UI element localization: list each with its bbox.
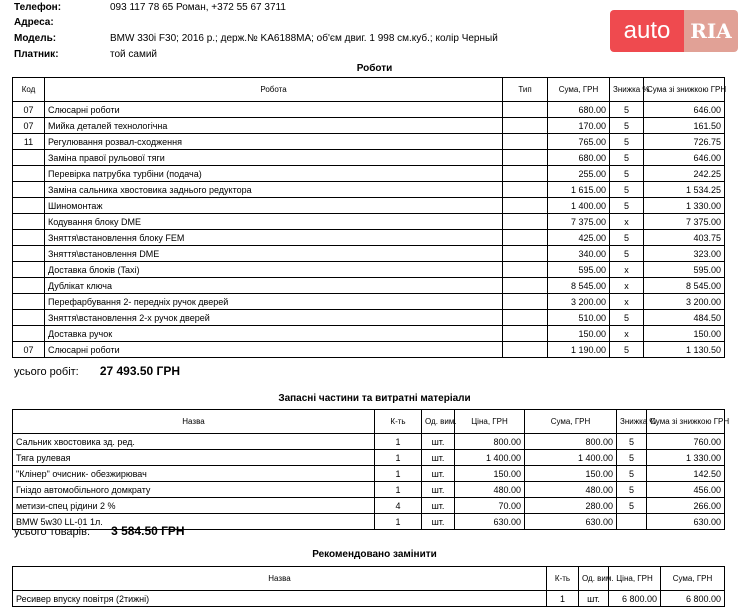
recommended-body xyxy=(13,591,725,607)
work-code-cell xyxy=(13,294,45,310)
recommended-table xyxy=(12,566,725,607)
parts-body xyxy=(13,434,725,530)
work-code-cell xyxy=(13,166,45,182)
part-price-cell: 1 400.00 xyxy=(455,450,525,466)
work-type-cell xyxy=(503,182,548,198)
work-type-cell xyxy=(503,342,548,358)
work-total-cell: 726.75 xyxy=(644,134,725,150)
part-name-cell: метизи-спец рідини 2 % xyxy=(13,498,375,514)
table-row xyxy=(13,342,725,358)
work-type-cell xyxy=(503,230,548,246)
part-unit-cell: шт. xyxy=(422,466,455,482)
model-value: BMW 330i F30; 2016 р.; держ.№ KA6188MA; об'єм двиг. 1 998 см.куб.; колір Черный xyxy=(110,33,498,44)
table-row xyxy=(13,198,725,214)
work-discount-cell: 5 xyxy=(610,342,644,358)
work-discount-cell: 5 xyxy=(610,310,644,326)
work-code-cell xyxy=(13,278,45,294)
table-row xyxy=(13,150,725,166)
table-row xyxy=(13,230,725,246)
part-sum-cell: 280.00 xyxy=(525,498,617,514)
work-type-cell xyxy=(503,166,548,182)
table-row xyxy=(13,278,725,294)
payer-value: той самий xyxy=(110,49,158,60)
recommended-col-qty: К-ть xyxy=(547,567,579,591)
work-sum-cell: 170.00 xyxy=(548,118,610,134)
works-body xyxy=(13,102,725,358)
part-price-cell: 70.00 xyxy=(455,498,525,514)
work-total-cell: 646.00 xyxy=(644,150,725,166)
parts-title: Запасні частини та витратні матеріали xyxy=(278,393,471,404)
works-col-discount: Знижка % xyxy=(610,78,644,102)
work-type-cell xyxy=(503,326,548,342)
part-discount-cell: 5 xyxy=(617,434,647,450)
work-sum-cell: 510.00 xyxy=(548,310,610,326)
work-name-cell: Зняття\встановлення 2-х ручок дверей xyxy=(45,310,503,326)
part-total-cell: 1 330.00 xyxy=(647,450,725,466)
works-total-value: 27 493.50 ГРН xyxy=(99,364,181,378)
work-discount-cell: 5 xyxy=(610,118,644,134)
work-code-cell xyxy=(13,182,45,198)
work-name-cell: Перевірка патрубка турбіни (подача) xyxy=(45,166,503,182)
work-total-cell: 323.00 xyxy=(644,246,725,262)
work-type-cell xyxy=(503,134,548,150)
work-code-cell xyxy=(13,310,45,326)
work-type-cell xyxy=(503,246,548,262)
table-row xyxy=(13,310,725,326)
work-total-cell: 8 545.00 xyxy=(644,278,725,294)
part-total-cell: 266.00 xyxy=(647,498,725,514)
part-qty-cell: 4 xyxy=(375,498,422,514)
work-code-cell xyxy=(13,262,45,278)
autoria-logo xyxy=(610,10,738,52)
parts-total xyxy=(14,524,185,538)
table-row xyxy=(13,262,725,278)
table-row xyxy=(13,434,725,450)
work-total-cell: 161.50 xyxy=(644,118,725,134)
recommended-col-name: Назва xyxy=(13,567,547,591)
table-row xyxy=(13,466,725,482)
part-discount-cell: 5 xyxy=(617,482,647,498)
work-total-cell: 242.25 xyxy=(644,166,725,182)
works-col-code: Код xyxy=(13,78,45,102)
part-name-cell: Тяга рулевая xyxy=(13,450,375,466)
work-code-cell xyxy=(13,230,45,246)
part-total-cell: 456.00 xyxy=(647,482,725,498)
part-sum-cell: 480.00 xyxy=(525,482,617,498)
part-unit-cell: шт. xyxy=(422,482,455,498)
recommended-col-sum: Сума, ГРН xyxy=(661,567,725,591)
works-table xyxy=(12,77,725,358)
rec-price-cell: 6 800.00 xyxy=(609,591,661,607)
parts-col-name: Назва xyxy=(13,410,375,434)
work-sum-cell: 340.00 xyxy=(548,246,610,262)
rec-unit-cell: шт. xyxy=(579,591,609,607)
part-name-cell: "Клінер" очисник- обезжирювач xyxy=(13,466,375,482)
part-total-cell: 630.00 xyxy=(647,514,725,530)
work-sum-cell: 680.00 xyxy=(548,102,610,118)
part-qty-cell: 1 xyxy=(375,466,422,482)
work-code-cell: 07 xyxy=(13,342,45,358)
works-col-sum: Сума, ГРН xyxy=(548,78,610,102)
part-discount-cell: 5 xyxy=(617,450,647,466)
parts-col-price: Ціна, ГРН xyxy=(455,410,525,434)
work-discount-cell: 5 xyxy=(610,246,644,262)
work-sum-cell: 255.00 xyxy=(548,166,610,182)
parts-total-label: усього товарів: xyxy=(14,526,91,538)
works-col-total: Сума зі знижкою ГРН xyxy=(644,78,725,102)
work-name-cell: Заміна правої рульової тяги xyxy=(45,150,503,166)
work-discount-cell: 5 xyxy=(610,182,644,198)
parts-col-unit: Од. вим. xyxy=(422,410,455,434)
part-price-cell: 630.00 xyxy=(455,514,525,530)
table-row xyxy=(13,591,725,607)
works-total xyxy=(14,364,180,378)
part-price-cell: 800.00 xyxy=(455,434,525,450)
work-type-cell xyxy=(503,294,548,310)
work-discount-cell: 5 xyxy=(610,198,644,214)
work-sum-cell: 1 190.00 xyxy=(548,342,610,358)
part-qty-cell: 1 xyxy=(375,434,422,450)
rec-name-cell: Ресивер впуску повітря (2тижні) xyxy=(13,591,547,607)
work-discount-cell: x xyxy=(610,326,644,342)
table-row xyxy=(13,214,725,230)
work-name-cell: Перефарбування 2- передніх ручок дверей xyxy=(45,294,503,310)
recommended-col-unit: Од. вим. xyxy=(579,567,609,591)
work-sum-cell: 765.00 xyxy=(548,134,610,150)
part-qty-cell: 1 xyxy=(375,482,422,498)
table-row xyxy=(13,102,725,118)
part-sum-cell: 800.00 xyxy=(525,434,617,450)
works-col-type: Тип xyxy=(503,78,548,102)
work-total-cell: 7 375.00 xyxy=(644,214,725,230)
work-sum-cell: 595.00 xyxy=(548,262,610,278)
work-name-cell: Доставка блоків (Taxi) xyxy=(45,262,503,278)
part-name-cell: Гніздо автомобільного домкрату xyxy=(13,482,375,498)
work-code-cell xyxy=(13,214,45,230)
parts-col-discount: Знижка % xyxy=(617,410,647,434)
parts-total-value: 3 584.50 ГРН xyxy=(111,524,185,538)
work-discount-cell: x xyxy=(610,214,644,230)
table-row xyxy=(13,166,725,182)
work-code-cell xyxy=(13,246,45,262)
part-total-cell: 760.00 xyxy=(647,434,725,450)
work-sum-cell: 3 200.00 xyxy=(548,294,610,310)
work-discount-cell: 5 xyxy=(610,134,644,150)
table-row xyxy=(13,118,725,134)
work-name-cell: Слюсарні роботи xyxy=(45,342,503,358)
work-type-cell xyxy=(503,310,548,326)
work-type-cell xyxy=(503,214,548,230)
work-discount-cell: 5 xyxy=(610,166,644,182)
work-name-cell: Доставка ручок xyxy=(45,326,503,342)
table-row xyxy=(13,182,725,198)
work-total-cell: 150.00 xyxy=(644,326,725,342)
table-row xyxy=(13,134,725,150)
work-sum-cell: 680.00 xyxy=(548,150,610,166)
work-name-cell: Зняття\встановлення блоку FEM xyxy=(45,230,503,246)
work-sum-cell: 150.00 xyxy=(548,326,610,342)
work-sum-cell: 425.00 xyxy=(548,230,610,246)
table-row xyxy=(13,498,725,514)
payer-label: Платник: xyxy=(14,49,59,60)
work-total-cell: 1 130.50 xyxy=(644,342,725,358)
logo-auto-text: auto xyxy=(610,10,684,52)
work-total-cell: 403.75 xyxy=(644,230,725,246)
part-name-cell: Сальник хвостовика зд. ред. xyxy=(13,434,375,450)
work-code-cell: 07 xyxy=(13,118,45,134)
work-discount-cell: x xyxy=(610,262,644,278)
work-name-cell: Шиномонтаж xyxy=(45,198,503,214)
work-sum-cell: 1 615.00 xyxy=(548,182,610,198)
parts-col-sum: Сума, ГРН xyxy=(525,410,617,434)
work-discount-cell: 5 xyxy=(610,102,644,118)
work-total-cell: 1 534.25 xyxy=(644,182,725,198)
parts-col-total: Сума зі знижкою ГРН xyxy=(647,410,725,434)
work-code-cell xyxy=(13,150,45,166)
part-discount-cell: 5 xyxy=(617,498,647,514)
rec-sum-cell: 6 800.00 xyxy=(661,591,725,607)
address-label: Адреса: xyxy=(14,17,54,28)
part-sum-cell: 1 400.00 xyxy=(525,450,617,466)
parts-col-qty: К-ть xyxy=(375,410,422,434)
table-row xyxy=(13,246,725,262)
table-row xyxy=(13,294,725,310)
phone-value: 093 117 78 65 Роман, +372 55 67 3711 xyxy=(110,2,286,13)
work-discount-cell: x xyxy=(610,278,644,294)
work-name-cell: Заміна сальника хвостовика заднього редуктора xyxy=(45,182,503,198)
work-total-cell: 484.50 xyxy=(644,310,725,326)
work-name-cell: Слюсарні роботи xyxy=(45,102,503,118)
part-price-cell: 150.00 xyxy=(455,466,525,482)
work-type-cell xyxy=(503,102,548,118)
phone-label: Телефон: xyxy=(14,2,62,13)
work-discount-cell: 5 xyxy=(610,230,644,246)
part-qty-cell: 1 xyxy=(375,450,422,466)
works-title: Роботи xyxy=(356,63,393,74)
work-total-cell: 3 200.00 xyxy=(644,294,725,310)
work-type-cell xyxy=(503,150,548,166)
work-discount-cell: x xyxy=(610,294,644,310)
part-sum-cell: 150.00 xyxy=(525,466,617,482)
work-code-cell: 07 xyxy=(13,102,45,118)
table-row xyxy=(13,482,725,498)
work-name-cell: Зняття\встановлення DME xyxy=(45,246,503,262)
work-code-cell: 11 xyxy=(13,134,45,150)
work-name-cell: Регулювання розвал-сходження xyxy=(45,134,503,150)
part-price-cell: 480.00 xyxy=(455,482,525,498)
works-col-work: Робота xyxy=(45,78,503,102)
part-unit-cell: шт. xyxy=(422,450,455,466)
work-name-cell: Кодування блоку DME xyxy=(45,214,503,230)
part-discount-cell: 5 xyxy=(617,466,647,482)
work-total-cell: 1 330.00 xyxy=(644,198,725,214)
work-code-cell xyxy=(13,198,45,214)
part-unit-cell: шт. xyxy=(422,434,455,450)
work-sum-cell: 8 545.00 xyxy=(548,278,610,294)
work-sum-cell: 7 375.00 xyxy=(548,214,610,230)
work-total-cell: 595.00 xyxy=(644,262,725,278)
logo-ria-text: RIA xyxy=(684,10,738,52)
part-unit-cell: шт. xyxy=(422,498,455,514)
recommended-title: Рекомендовано замінити xyxy=(312,549,437,560)
parts-table xyxy=(12,409,730,530)
work-code-cell xyxy=(13,326,45,342)
work-name-cell: Мийка деталей технологічна xyxy=(45,118,503,134)
work-total-cell: 646.00 xyxy=(644,102,725,118)
work-type-cell xyxy=(503,262,548,278)
table-row xyxy=(13,326,725,342)
part-qty-cell: 1 xyxy=(375,514,422,530)
works-total-label: усього робіт: xyxy=(14,366,79,378)
part-name-cell: BMW 5w30 LL-01 1л. xyxy=(13,514,375,530)
model-label: Модель: xyxy=(14,33,57,44)
recommended-col-price: Ціна, ГРН xyxy=(609,567,661,591)
work-type-cell xyxy=(503,118,548,134)
part-discount-cell xyxy=(617,514,647,530)
part-sum-cell: 630.00 xyxy=(525,514,617,530)
work-type-cell xyxy=(503,198,548,214)
part-unit-cell: шт. xyxy=(422,514,455,530)
work-type-cell xyxy=(503,278,548,294)
table-row xyxy=(13,450,725,466)
rec-qty-cell: 1 xyxy=(547,591,579,607)
work-name-cell: Дублікат ключа xyxy=(45,278,503,294)
work-discount-cell: 5 xyxy=(610,150,644,166)
work-sum-cell: 1 400.00 xyxy=(548,198,610,214)
part-total-cell: 142.50 xyxy=(647,466,725,482)
